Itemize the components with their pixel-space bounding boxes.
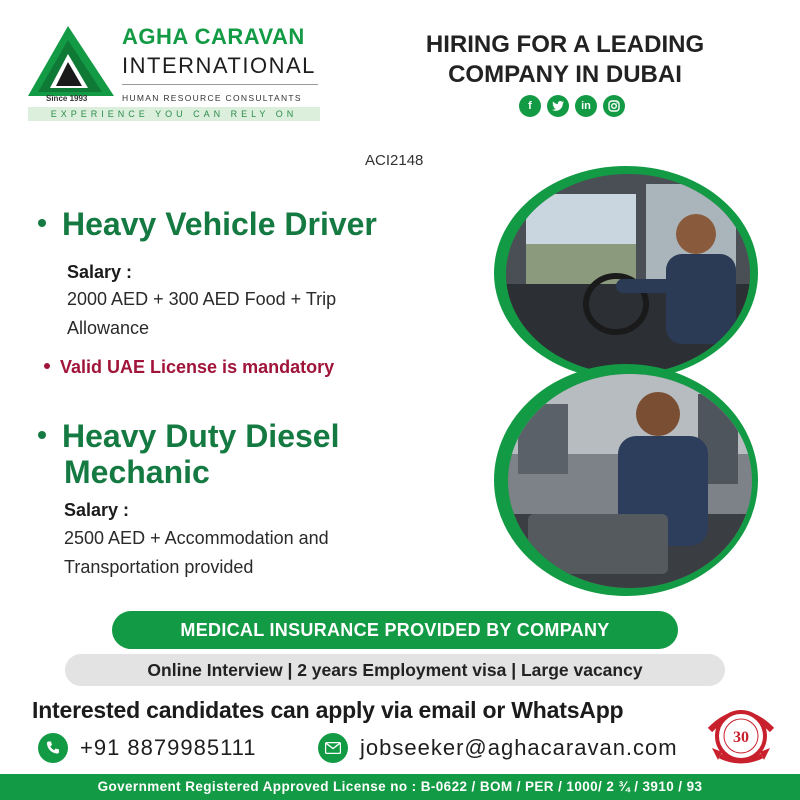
salary-driver-line1: 2000 AED + 300 AED Food + Trip bbox=[67, 289, 337, 309]
email-contact[interactable] bbox=[318, 733, 678, 763]
reference-code: ACI2148 bbox=[365, 152, 424, 169]
social-links bbox=[519, 95, 625, 117]
phone-icon bbox=[38, 733, 68, 763]
salary-label-mechanic: Salary : bbox=[64, 500, 130, 520]
benefits-banner: Online Interview | 2 years Employment visa | Large vacancy bbox=[65, 654, 725, 686]
job-title-driver-text: Heavy Vehicle Driver bbox=[62, 206, 377, 242]
job-title-mechanic-line2: Mechanic bbox=[64, 454, 210, 490]
job-title-driver bbox=[38, 206, 377, 243]
hiring-headline-line2: COMPANY IN DUBAI bbox=[448, 61, 682, 88]
anniversary-badge bbox=[706, 700, 776, 770]
company-logo bbox=[24, 22, 324, 122]
phone-contact[interactable] bbox=[38, 733, 257, 763]
email-icon bbox=[318, 733, 348, 763]
salary-mechanic-line1: 2500 AED + Accommodation and bbox=[64, 528, 329, 548]
hiring-headline bbox=[380, 30, 750, 90]
salary-driver-line2: Allowance bbox=[67, 318, 150, 338]
job-title-mechanic bbox=[38, 418, 339, 490]
salary-label-driver: Salary : bbox=[67, 262, 133, 282]
logo-divider bbox=[122, 84, 318, 85]
instagram-icon[interactable] bbox=[603, 95, 625, 117]
hiring-headline-line1: HIRING FOR A LEADING bbox=[425, 31, 705, 58]
bullet-icon bbox=[38, 431, 46, 439]
salary-details-mechanic bbox=[64, 524, 329, 582]
logo-tagline: EXPERIENCE YOU CAN RELY ON bbox=[28, 107, 320, 121]
salary-details-driver bbox=[67, 285, 336, 343]
job-title-mechanic-line1: Heavy Duty Diesel bbox=[62, 418, 340, 454]
medical-insurance-banner: MEDICAL INSURANCE PROVIDED BY COMPANY bbox=[112, 611, 678, 649]
license-requirement-text: Valid UAE License is mandatory bbox=[60, 357, 335, 377]
email-address[interactable]: jobseeker@aghacaravan.com bbox=[360, 735, 678, 760]
apply-instructions: Interested candidates can apply via email or WhatsApp bbox=[32, 697, 624, 723]
linkedin-icon[interactable]: in bbox=[575, 95, 597, 117]
salary-mechanic-line2: Transportation provided bbox=[64, 557, 254, 577]
logo-subtitle: HUMAN RESOURCE CONSULTANTS bbox=[122, 93, 302, 103]
logo-name-line2: INTERNATIONAL bbox=[122, 53, 316, 78]
anniversary-badge-number: 30 bbox=[733, 729, 749, 746]
facebook-icon[interactable]: f bbox=[519, 95, 541, 117]
driver-photo bbox=[506, 174, 750, 374]
mechanic-photo bbox=[508, 374, 752, 588]
bullet-icon bbox=[44, 363, 50, 369]
phone-number[interactable]: +91 8879985111 bbox=[80, 735, 257, 760]
logo-triangle-icon bbox=[28, 26, 114, 96]
logo-name-line1: AGHA CARAVAN bbox=[122, 24, 305, 49]
bullet-icon bbox=[38, 219, 46, 227]
license-requirement bbox=[44, 357, 334, 378]
twitter-icon[interactable] bbox=[547, 95, 569, 117]
logo-since-text: Since 1993 bbox=[46, 94, 88, 103]
license-footer: Government Registered Approved License no : B-0622 / BOM / PER / 1000/ 2 ¾ / 3910 / 93 bbox=[0, 774, 800, 800]
